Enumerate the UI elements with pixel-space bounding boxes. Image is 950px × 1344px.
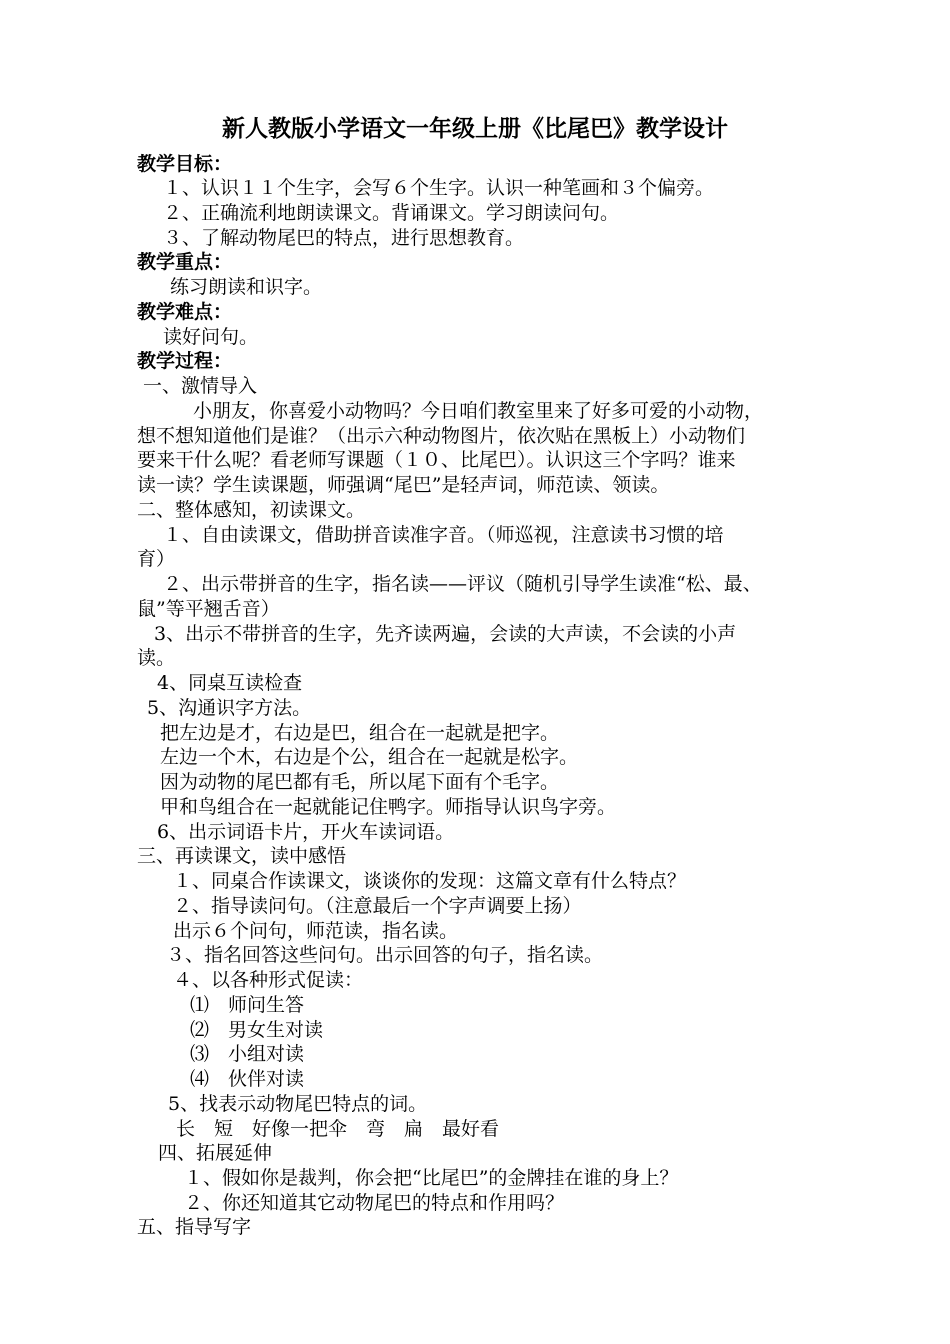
text-line: 四、拓展延伸 bbox=[158, 1142, 273, 1164]
text-line: 把左边是才，右边是巴，组合在一起就是把字。 bbox=[160, 722, 560, 744]
text-line: ３、了解动物尾巴的特点，进行思想教育。 bbox=[163, 227, 525, 249]
text-line: １、自由读课文，借助拼音读准字音。（师巡视，注意读书习惯的培 bbox=[163, 524, 724, 546]
text-line: 鼠”等平翘舌音） bbox=[137, 598, 280, 620]
text-line: 3、出示不带拼音的生字，先齐读两遍，会读的大声读，不会读的小声 bbox=[154, 623, 737, 645]
text-line: 五、指导写字 bbox=[137, 1216, 252, 1238]
document-title: 新人教版小学语文一年级上册《比尾巴》教学设计 bbox=[222, 115, 728, 142]
text-line: ２、出示带拼音的生字，指名读——评议（随机引导学生读准“松、最、 bbox=[163, 573, 762, 595]
text-line: ３、指名回答这些问句。出示回答的句子，指名读。 bbox=[166, 944, 604, 966]
text-line: 5、找表示动物尾巴特点的词。 bbox=[168, 1093, 428, 1115]
text-line: ２、你还知道其它动物尾巴的特点和作用吗？ bbox=[184, 1192, 565, 1214]
text-line: ２、正确流利地朗读课文。背诵课文。学习朗读问句。 bbox=[163, 202, 620, 224]
text-line: 长 短 好像一把伞 弯 扁 最好看 bbox=[176, 1118, 500, 1140]
text-line: 想不想知道他们是谁？（出示六种动物图片，依次贴在黑板上）小动物们 bbox=[137, 425, 746, 447]
text-line: 读一读？学生读课题，师强调“尾巴”是轻声词，师范读、领读。 bbox=[137, 474, 670, 496]
text-line: 4、同桌互读检查 bbox=[157, 672, 303, 694]
text-line: 三、再读课文，读中感悟 bbox=[137, 845, 347, 867]
text-line: 读好问句。 bbox=[163, 326, 259, 348]
text-line: 要来干什么呢？看老师写课题（１０、比尾巴）。认识这三个字吗？谁来 bbox=[137, 449, 736, 471]
text-line: ⑷ 伙伴对读 bbox=[190, 1068, 305, 1090]
text-line: 左边一个木，右边是个公，组合在一起就是松字。 bbox=[160, 746, 579, 768]
text-line: 育） bbox=[137, 548, 176, 570]
section-heading: 教学过程： bbox=[137, 350, 233, 372]
text-line: ⑶ 小组对读 bbox=[190, 1043, 305, 1065]
text-line: ４、以各种形式促读： bbox=[173, 969, 364, 991]
text-line: ⑵ 男女生对读 bbox=[190, 1019, 324, 1041]
text-line: 一、激情导入 bbox=[143, 375, 258, 397]
text-line: ⑴ 师问生答 bbox=[190, 994, 305, 1016]
text-line: 小朋友，你喜爱小动物吗？今日咱们教室里来了好多可爱的小动物， bbox=[193, 400, 764, 422]
section-heading: 教学难点： bbox=[137, 301, 233, 323]
text-line: 5、沟通识字方法。 bbox=[147, 697, 312, 719]
text-line: 甲和鸟组合在一起就能记住鸭字。师指导认识鸟字旁。 bbox=[160, 796, 617, 818]
section-heading: 教学重点： bbox=[137, 251, 233, 273]
section-heading: 教学目标： bbox=[137, 153, 233, 175]
text-line: １、认识１１个生字，会写６个生字。认识一种笔画和３个偏旁。 bbox=[163, 177, 715, 199]
text-line: １、假如你是裁判，你会把“比尾巴”的金牌挂在谁的身上？ bbox=[184, 1167, 679, 1189]
text-line: 出示６个问句，师范读，指名读。 bbox=[173, 920, 459, 942]
text-line: 二、整体感知，初读课文。 bbox=[137, 499, 366, 521]
text-line: １、同桌合作读课文，谈谈你的发现：这篇文章有什么特点？ bbox=[173, 870, 687, 892]
text-line: 读。 bbox=[137, 647, 176, 669]
text-line: ２、指导读问句。（注意最后一个字声调要上扬） bbox=[173, 895, 582, 917]
text-line: 6、出示词语卡片，开火车读词语。 bbox=[157, 821, 455, 843]
text-line: 练习朗读和识字。 bbox=[170, 276, 323, 298]
text-line: 因为动物的尾巴都有毛，所以尾下面有个毛字。 bbox=[160, 771, 560, 793]
